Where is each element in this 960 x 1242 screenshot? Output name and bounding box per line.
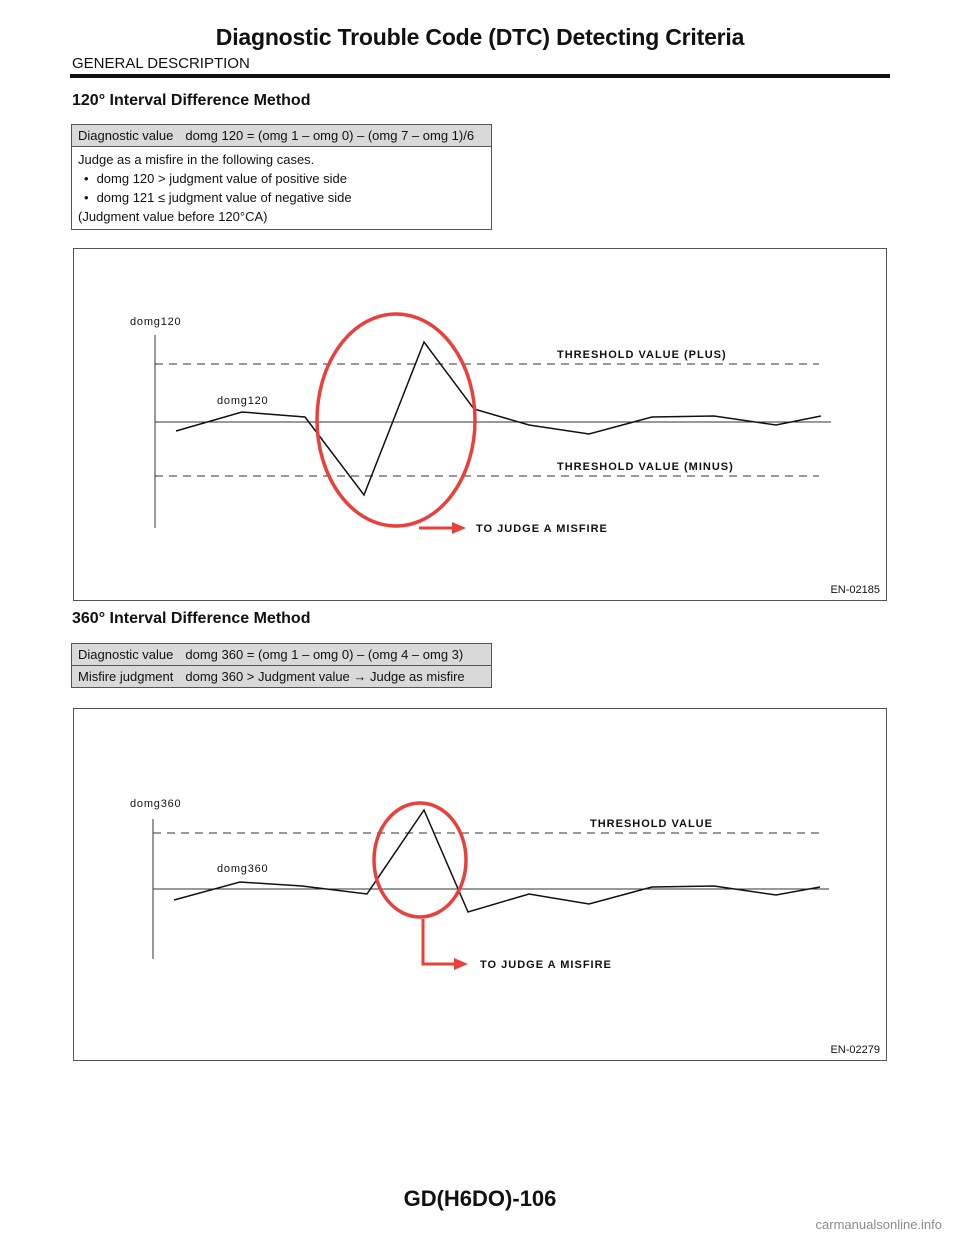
diagnostic-value-label: Diagnostic value — [78, 647, 174, 662]
table-row — [72, 644, 492, 666]
misfire-judgment-label: Misfire judgment — [78, 669, 174, 684]
judgment-bullet: • domg 120 > judgment value of positive side — [78, 169, 485, 188]
misfire-pointer-arrowhead — [452, 522, 466, 534]
misfire-judgment-cell — [72, 666, 492, 688]
diagnostic-value-cell — [72, 644, 492, 666]
figure-120-waveform — [73, 248, 887, 601]
heading-360-method: 360° Interval Difference Method — [72, 610, 311, 627]
judge-misfire-label: TO JUDGE A MISFIRE — [476, 523, 608, 535]
diagnostic-value-formula: domg 360 = (omg 1 – omg 0) – (omg 4 – omg 3) — [185, 647, 464, 662]
judge-misfire-label: TO JUDGE A MISFIRE — [480, 959, 612, 971]
table-row — [72, 147, 492, 230]
axis-label: domg360 — [130, 798, 182, 810]
table-120-criteria — [71, 124, 492, 230]
waveform-120-diagram — [74, 249, 886, 600]
page-title: Diagnostic Trouble Code (DTC) Detecting Criteria — [215, 24, 745, 50]
figure-id: EN-02279 — [830, 1044, 880, 1056]
figure-360-waveform — [73, 708, 887, 1061]
domg360-waveform — [174, 810, 820, 912]
heading-120-method: 120° Interval Difference Method — [72, 92, 311, 109]
threshold-label: THRESHOLD VALUE — [590, 818, 713, 830]
line-label: domg120 — [217, 395, 269, 407]
table-360-criteria — [71, 643, 492, 688]
misfire-highlight-circle — [317, 314, 475, 526]
threshold-plus-label: THRESHOLD VALUE (PLUS) — [557, 349, 727, 361]
misfire-judgment-value: domg 360 > Judgment value → Judge as misfire — [185, 669, 465, 684]
figure-id: EN-02185 — [830, 584, 880, 596]
table-row — [72, 125, 492, 147]
judgment-cell — [72, 147, 492, 230]
judgment-intro: Judge as a misfire in the following cases. — [78, 152, 315, 167]
section-label: GENERAL DESCRIPTION — [72, 55, 250, 72]
diagnostic-value-label: Diagnostic value — [78, 128, 174, 143]
misfire-highlight-circle — [374, 803, 466, 917]
judgment-note: (Judgment value before 120°CA) — [78, 209, 268, 224]
judgment-bullet: • domg 121 ≤ judgment value of negative side — [78, 188, 485, 207]
axis-label: domg120 — [130, 316, 182, 328]
page-number: GD(H6DO)-106 — [403, 1186, 557, 1211]
line-label: domg360 — [217, 863, 269, 875]
diagnostic-value-formula: domg 120 = (omg 1 – omg 0) – (omg 7 – omg 1)/6 — [185, 128, 475, 143]
watermark-text: carmanualsonline.info — [815, 1217, 942, 1232]
waveform-360-diagram — [74, 709, 886, 1060]
header-divider — [70, 74, 890, 78]
table-row — [72, 666, 492, 688]
misfire-pointer-arrowhead — [454, 958, 468, 970]
diagnostic-value-cell — [72, 125, 492, 147]
threshold-minus-label: THRESHOLD VALUE (MINUS) — [557, 461, 734, 473]
misfire-pointer-line — [423, 919, 454, 964]
